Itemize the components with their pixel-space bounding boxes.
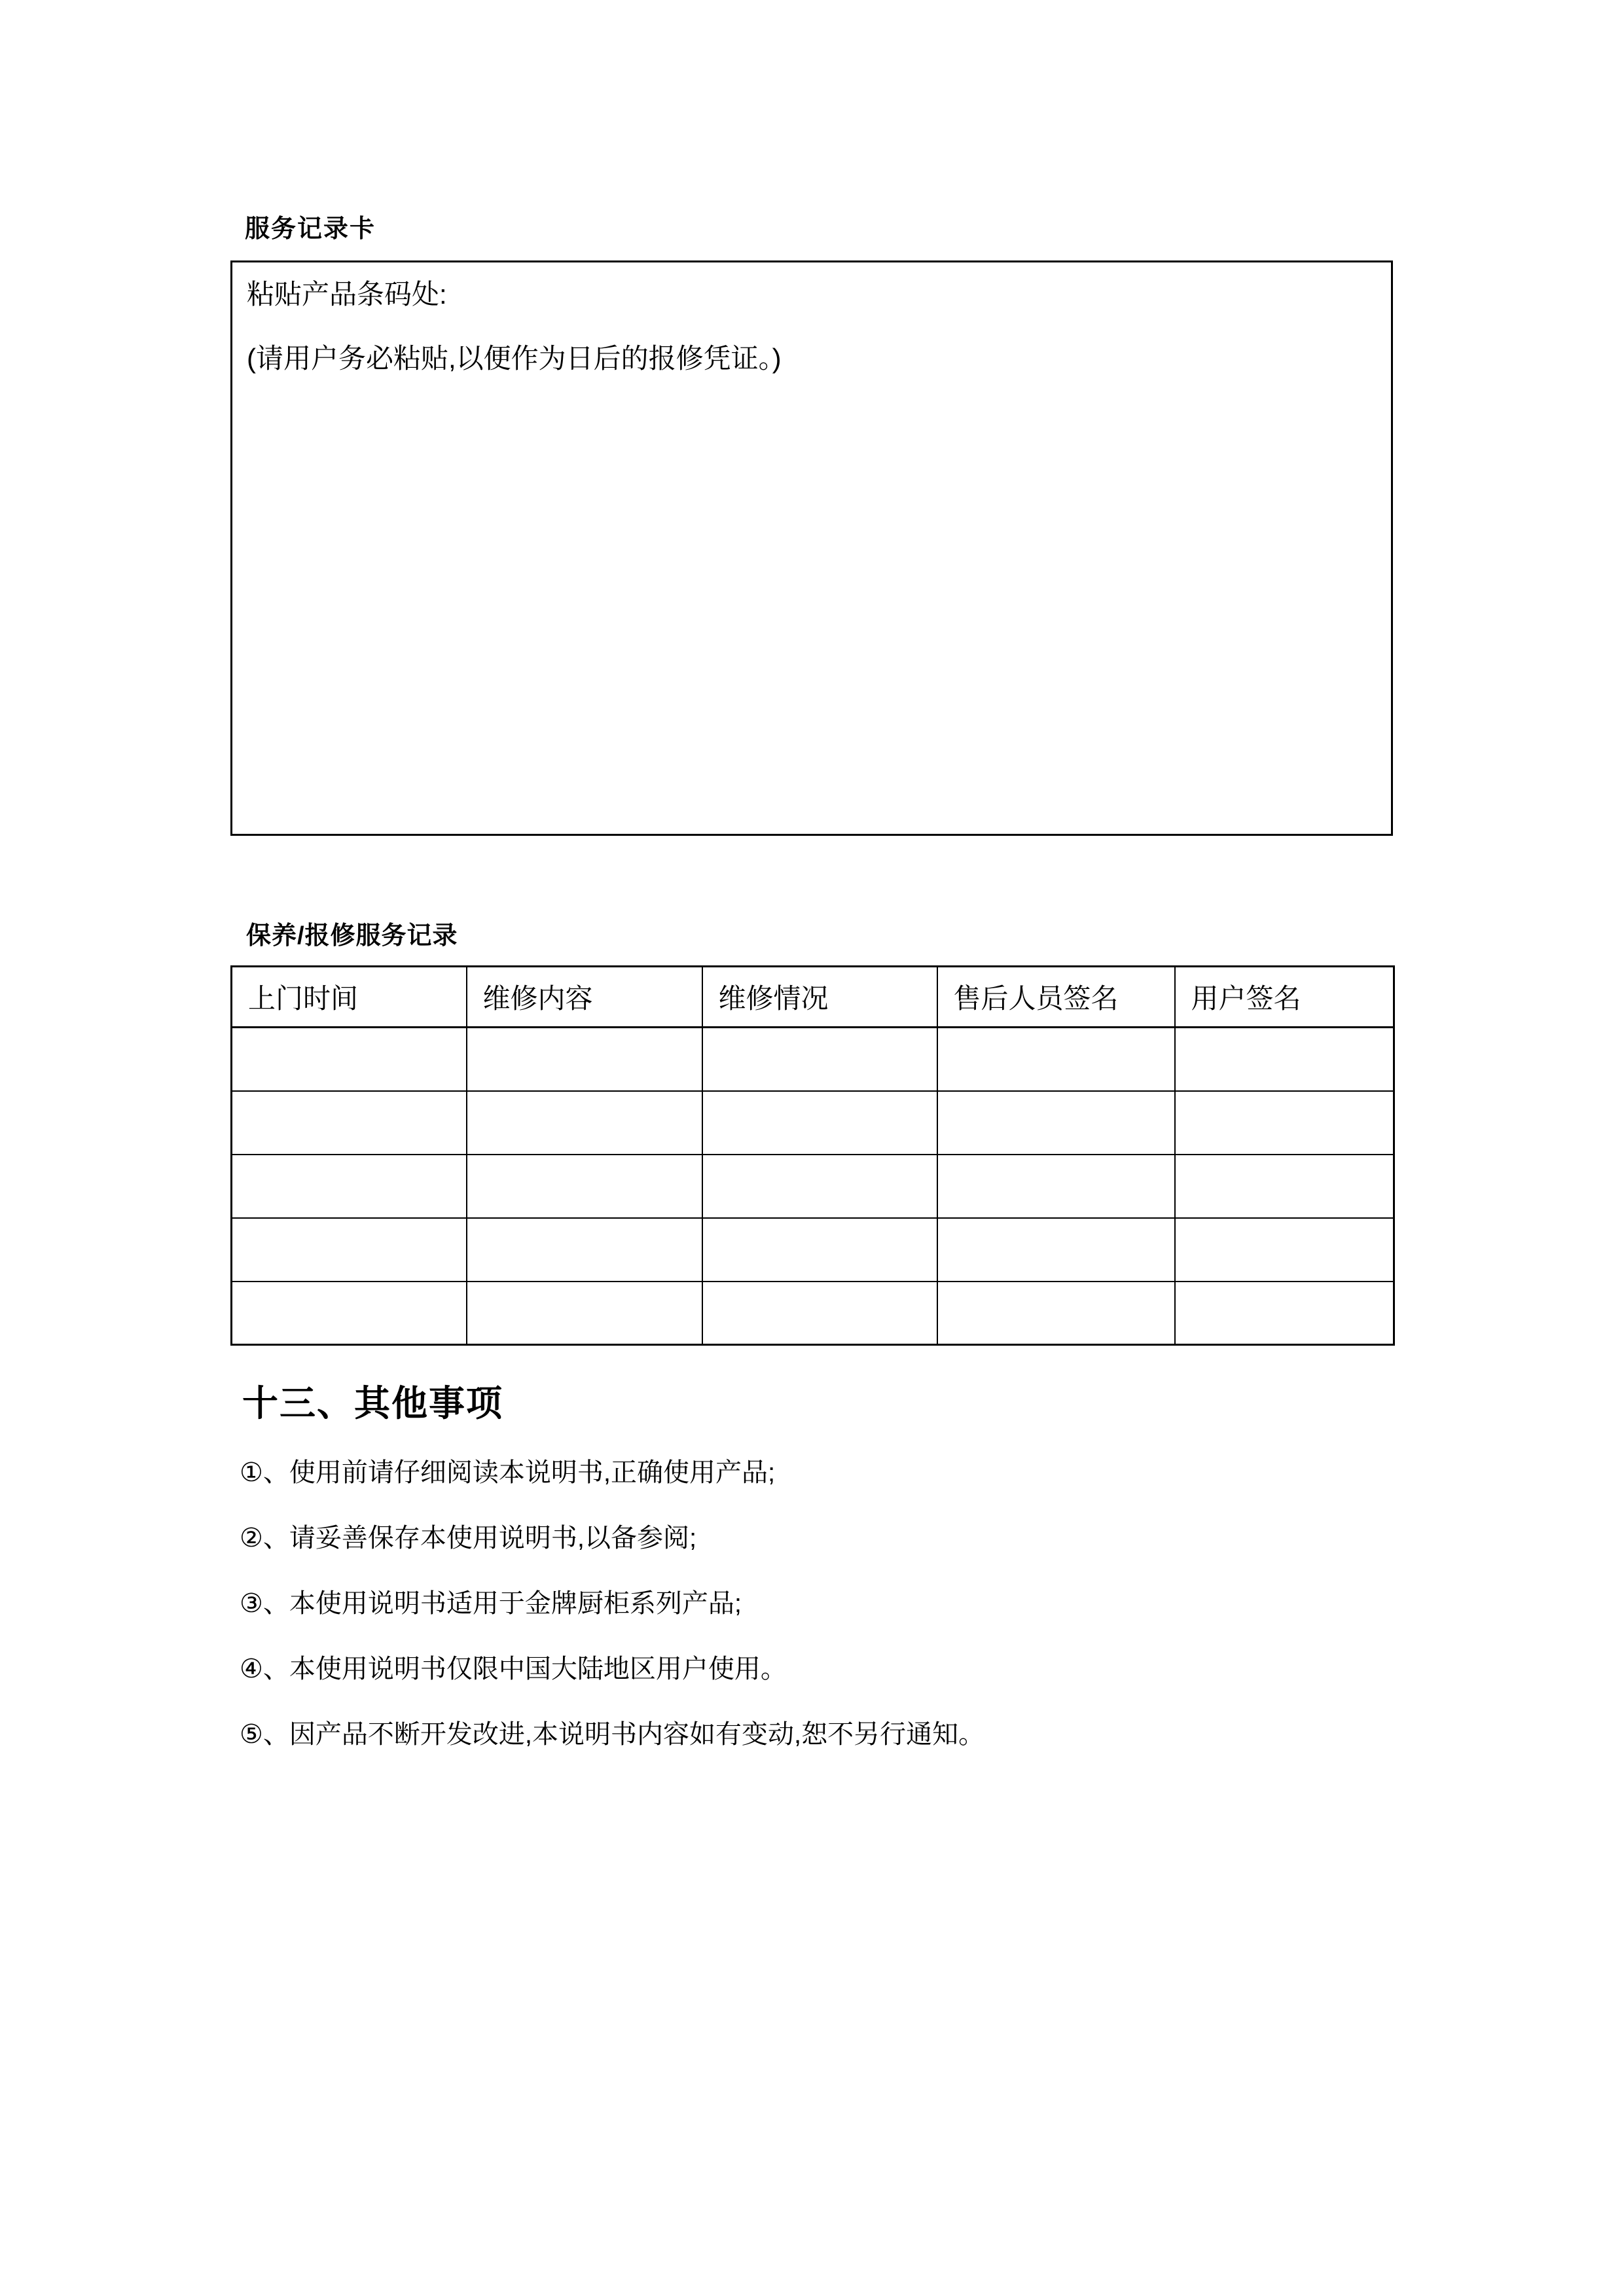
table-cell-empty (937, 1091, 1175, 1155)
table-header-user-signature: 用户签名 (1175, 967, 1394, 1028)
table-cell-empty (232, 1218, 467, 1282)
list-item: ①、使用前请仔细阅读本说明书,正确使用产品; (240, 1458, 776, 1487)
table-header-row (232, 967, 1394, 1028)
table-cell-empty (467, 1282, 702, 1345)
table-cell-empty (702, 1218, 937, 1282)
table-row (232, 1028, 1394, 1091)
table-cell-empty (937, 1028, 1175, 1091)
table-row (232, 1155, 1394, 1218)
service-record-card-title: 服务记录卡 (245, 215, 376, 243)
maintenance-table-title: 保养/报修服务记录 (246, 922, 458, 950)
list-item: ④、本使用说明书仅限中国大陆地区用户使用。 (240, 1655, 787, 1683)
table-cell-empty (937, 1218, 1175, 1282)
table-row (232, 1282, 1394, 1345)
barcode-paste-label: 粘贴产品条码处: (247, 279, 447, 310)
table-header-visit-time: 上门时间 (232, 967, 467, 1028)
other-matters-section-title: 十三、其他事项 (242, 1383, 504, 1424)
table-row (232, 1091, 1394, 1155)
table-cell-empty (1175, 1218, 1394, 1282)
table-cell-empty (467, 1091, 702, 1155)
maintenance-service-table (230, 965, 1395, 1346)
list-item: ②、请妥善保存本使用说明书,以备参阅; (240, 1524, 697, 1552)
table-cell-empty (937, 1282, 1175, 1345)
table-cell-empty (1175, 1091, 1394, 1155)
table-cell-empty (702, 1282, 937, 1345)
other-matters-list (240, 1458, 1483, 1785)
table-cell-empty (702, 1155, 937, 1218)
table-cell-empty (232, 1028, 467, 1091)
table-cell-empty (1175, 1155, 1394, 1218)
table-cell-empty (232, 1155, 467, 1218)
table-header-service-signature: 售后人员签名 (937, 967, 1175, 1028)
table-cell-empty (702, 1028, 937, 1091)
table-row (232, 1218, 1394, 1282)
table-cell-empty (702, 1091, 937, 1155)
table-cell-empty (937, 1155, 1175, 1218)
table-cell-empty (467, 1028, 702, 1091)
list-item: ⑤、因产品不断开发改进,本说明书内容如有变动,恕不另行通知。 (240, 1720, 985, 1749)
table-cell-empty (467, 1155, 702, 1218)
table-cell-empty (232, 1091, 467, 1155)
table-cell-empty (467, 1218, 702, 1282)
table-header-repair-content: 维修内容 (467, 967, 702, 1028)
barcode-paste-box (230, 260, 1393, 836)
barcode-paste-note: (请用户务必粘贴,以便作为日后的报修凭证。) (247, 343, 782, 374)
table-cell-empty (1175, 1282, 1394, 1345)
table-cell-empty (232, 1282, 467, 1345)
table-header-repair-status: 维修情况 (702, 967, 937, 1028)
table-cell-empty (1175, 1028, 1394, 1091)
list-item: ③、本使用说明书适用于金牌厨柜系列产品; (240, 1589, 742, 1618)
